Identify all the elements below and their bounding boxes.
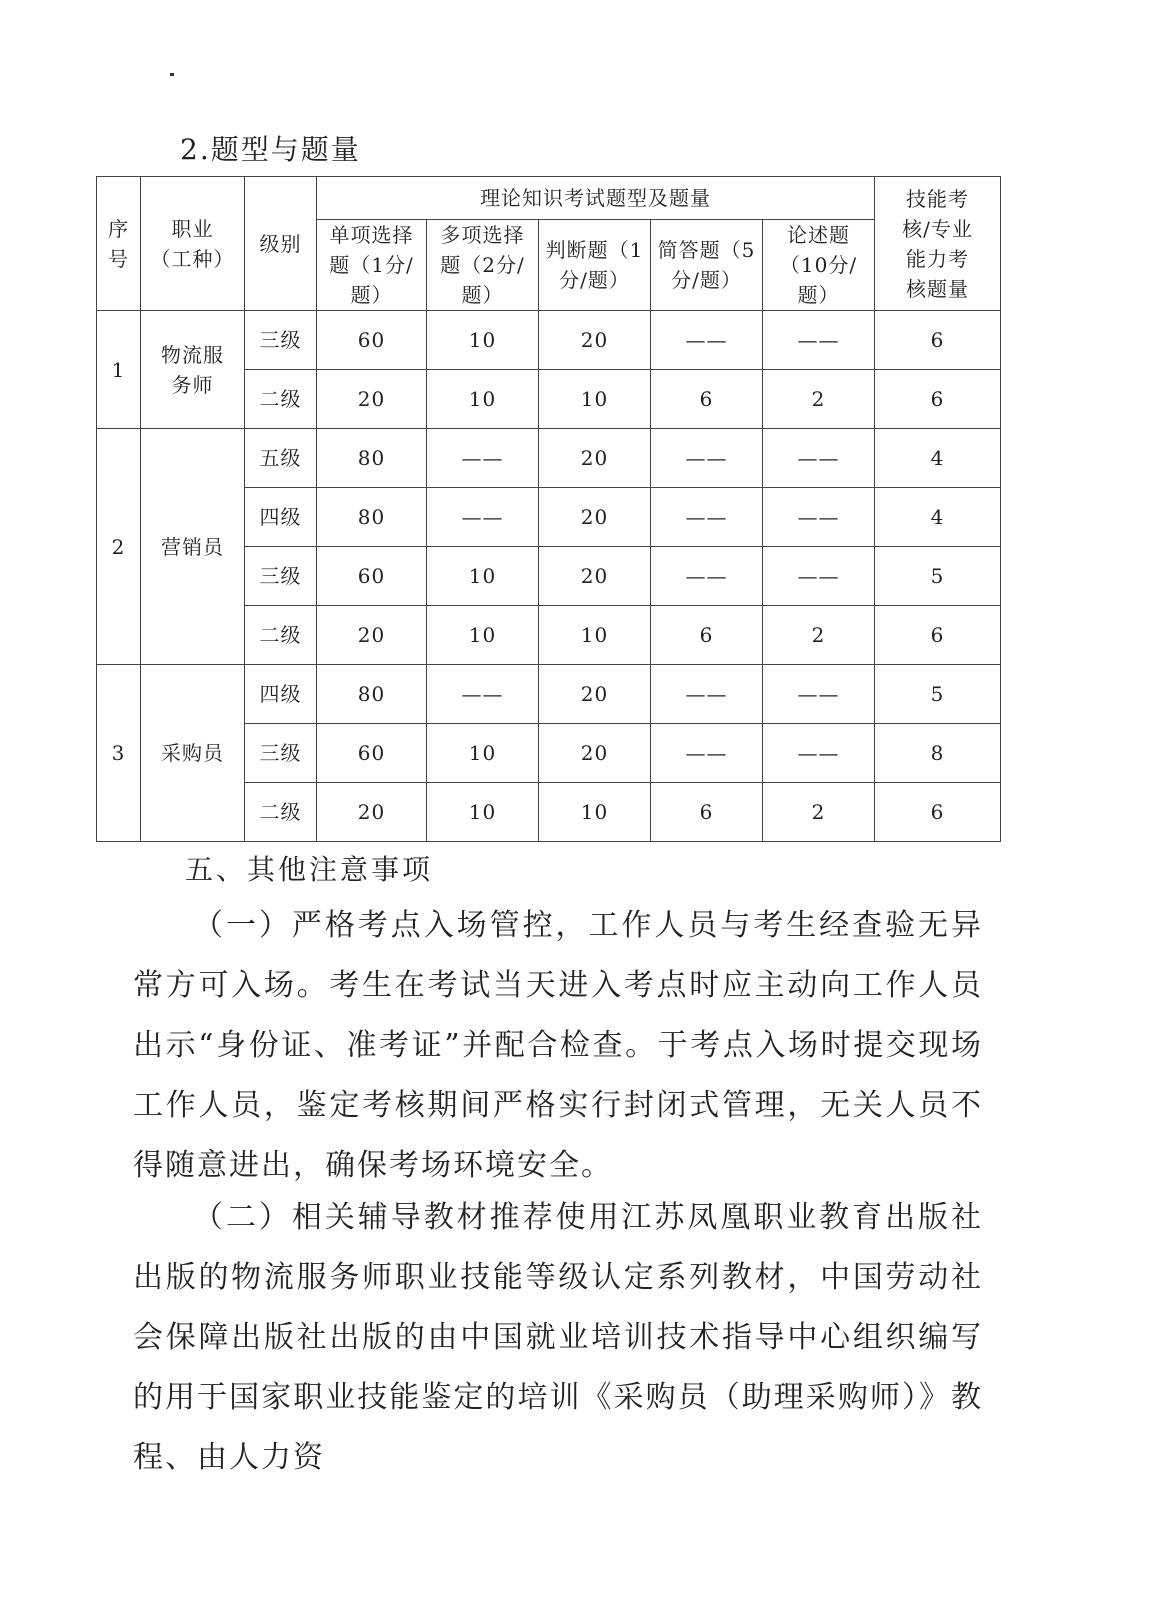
section-title: 2.题型与题量 <box>180 133 361 166</box>
table-row <box>97 311 1001 370</box>
cell-skill-count: 5 <box>875 665 1001 724</box>
cell-true-false: 20 <box>539 429 651 488</box>
cell-skill-count: 6 <box>875 311 1001 370</box>
cell-essay: —— <box>763 429 875 488</box>
cell-level: 二级 <box>245 783 317 842</box>
cell-multi-choice: —— <box>427 488 539 547</box>
paragraph-1-block <box>133 896 983 1196</box>
cell-multi-choice: —— <box>427 665 539 724</box>
paragraph-1: （一）严格考点入场管控，工作人员与考生经查验无异常方可入场。考生在考试当天进入考点时应主动向工作人员出示“身份证、准考证”并配合检查。于考点入场时提交现场工作人员，鉴定考核期间严格实行封闭式管理，无关人员不得随意进出，确保考场环境安全。 <box>133 908 983 1183</box>
section-heading-5: 五、其他注意事项 <box>185 853 434 886</box>
table-header-row <box>97 177 1001 220</box>
header-short-answer: 简答题（5 分/题） <box>651 220 763 311</box>
cell-multi-choice: —— <box>427 429 539 488</box>
cell-single-choice: 80 <box>317 429 427 488</box>
header-single-choice: 单项选择 题（1分/ 题） <box>317 220 427 311</box>
cell-multi-choice: 10 <box>427 311 539 370</box>
paragraph-2: （二）相关辅导教材推荐使用江苏凤凰职业教育出版社出版的物流服务师职业技能等级认定系列教材，中国劳动社会保障出版社出版的由中国就业培训技术指导中心组织编写的用于国家职业技能鉴定的培训《采购员（助理采购师）》教程、由人力资 <box>133 1200 983 1475</box>
cell-short-answer: 6 <box>651 606 763 665</box>
cell-true-false: 10 <box>539 606 651 665</box>
header-theory-group: 理论知识考试题型及题量 <box>317 177 875 220</box>
cell-single-choice: 80 <box>317 488 427 547</box>
cell-single-choice: 60 <box>317 311 427 370</box>
cell-level: 三级 <box>245 547 317 606</box>
cell-single-choice: 80 <box>317 665 427 724</box>
cell-multi-choice: 10 <box>427 370 539 429</box>
cell-essay: 2 <box>763 606 875 665</box>
scan-speck <box>170 73 174 76</box>
cell-short-answer: 6 <box>651 783 763 842</box>
cell-level: 三级 <box>245 311 317 370</box>
header-essay: 论述题 （10分/ 题） <box>763 220 875 311</box>
cell-seq: 1 <box>97 311 141 429</box>
cell-level: 四级 <box>245 488 317 547</box>
cell-true-false: 10 <box>539 783 651 842</box>
cell-single-choice: 20 <box>317 606 427 665</box>
cell-short-answer: —— <box>651 311 763 370</box>
cell-essay: —— <box>763 724 875 783</box>
cell-level: 二级 <box>245 606 317 665</box>
cell-single-choice: 60 <box>317 724 427 783</box>
cell-essay: 2 <box>763 370 875 429</box>
cell-essay: —— <box>763 311 875 370</box>
cell-true-false: 20 <box>539 724 651 783</box>
cell-skill-count: 6 <box>875 370 1001 429</box>
cell-level: 四级 <box>245 665 317 724</box>
cell-level: 三级 <box>245 724 317 783</box>
cell-occupation: 营销员 <box>141 429 245 665</box>
cell-skill-count: 8 <box>875 724 1001 783</box>
cell-short-answer: —— <box>651 724 763 783</box>
cell-essay: —— <box>763 488 875 547</box>
cell-true-false: 20 <box>539 488 651 547</box>
cell-skill-count: 4 <box>875 429 1001 488</box>
cell-true-false: 20 <box>539 665 651 724</box>
cell-skill-count: 4 <box>875 488 1001 547</box>
cell-single-choice: 20 <box>317 370 427 429</box>
cell-skill-count: 6 <box>875 783 1001 842</box>
cell-multi-choice: 10 <box>427 724 539 783</box>
cell-true-false: 20 <box>539 311 651 370</box>
header-level: 级别 <box>245 177 317 311</box>
table-row <box>97 429 1001 488</box>
cell-seq: 2 <box>97 429 141 665</box>
cell-skill-count: 5 <box>875 547 1001 606</box>
cell-seq: 3 <box>97 665 141 842</box>
cell-short-answer: —— <box>651 547 763 606</box>
cell-single-choice: 60 <box>317 547 427 606</box>
question-type-table <box>96 176 1001 842</box>
cell-level: 二级 <box>245 370 317 429</box>
cell-short-answer: 6 <box>651 370 763 429</box>
cell-skill-count: 6 <box>875 606 1001 665</box>
table-row <box>97 665 1001 724</box>
cell-multi-choice: 10 <box>427 783 539 842</box>
header-multi-choice: 多项选择 题（2分/ 题） <box>427 220 539 311</box>
cell-essay: 2 <box>763 783 875 842</box>
paragraph-2-block <box>133 1188 983 1488</box>
cell-short-answer: —— <box>651 665 763 724</box>
cell-short-answer: —— <box>651 429 763 488</box>
cell-short-answer: —— <box>651 488 763 547</box>
cell-multi-choice: 10 <box>427 606 539 665</box>
cell-essay: —— <box>763 665 875 724</box>
cell-multi-choice: 10 <box>427 547 539 606</box>
cell-occupation: 物流服 务师 <box>141 311 245 429</box>
cell-occupation: 采购员 <box>141 665 245 842</box>
cell-true-false: 20 <box>539 547 651 606</box>
header-skill: 技能考 核/专业 能力考 核题量 <box>875 177 1001 311</box>
header-occupation: 职业 （工种） <box>141 177 245 311</box>
cell-single-choice: 20 <box>317 783 427 842</box>
header-seq: 序 号 <box>97 177 141 311</box>
cell-essay: —— <box>763 547 875 606</box>
cell-true-false: 10 <box>539 370 651 429</box>
header-true-false: 判断题（1 分/题） <box>539 220 651 311</box>
cell-level: 五级 <box>245 429 317 488</box>
